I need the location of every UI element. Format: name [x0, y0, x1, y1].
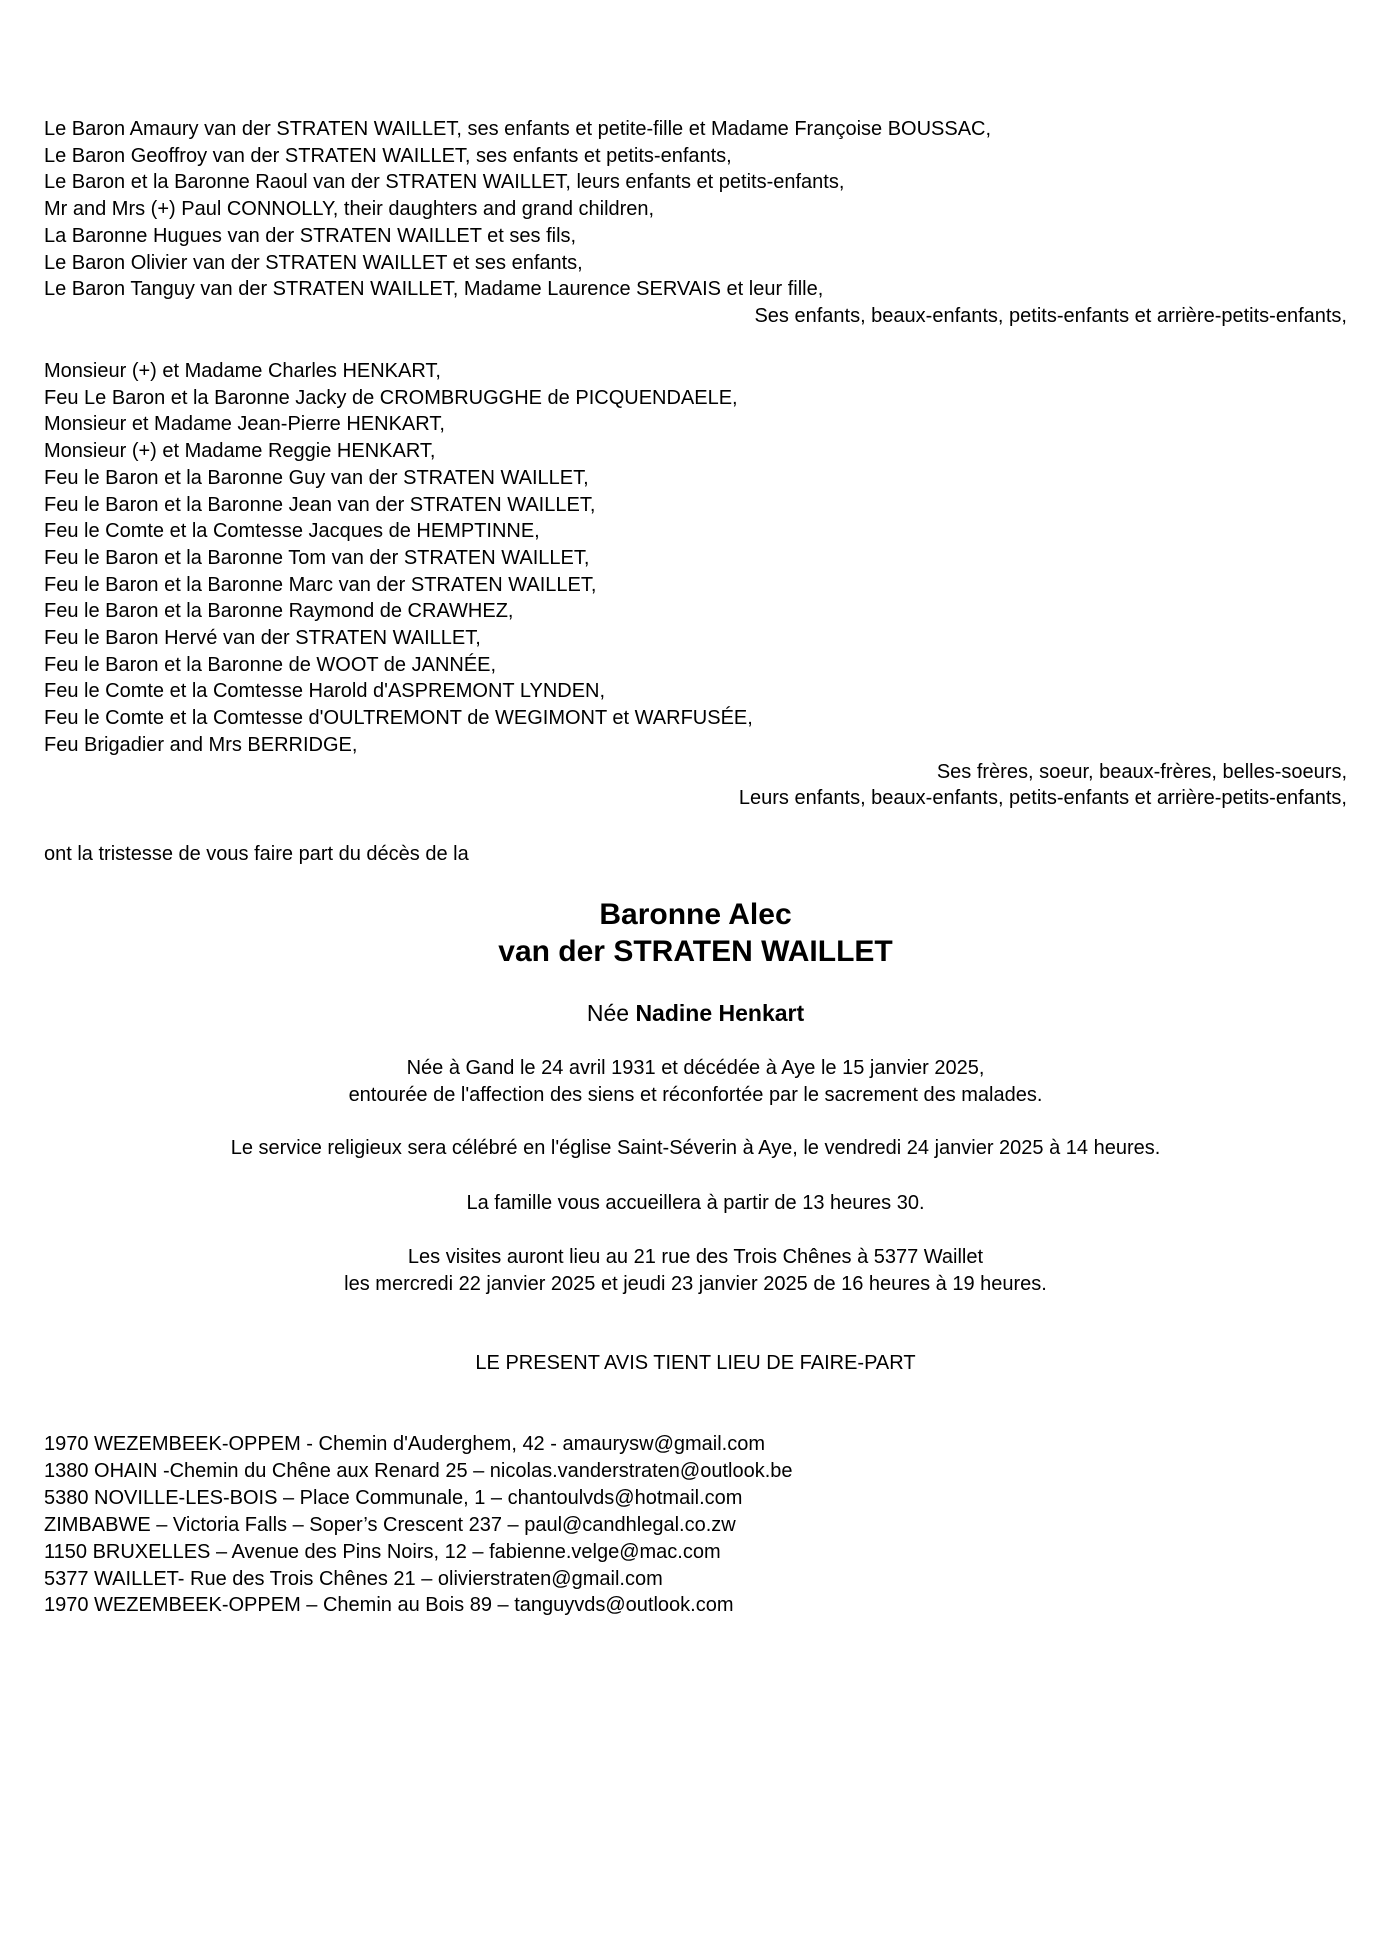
notice: LE PRESENT AVIS TIENT LIEU DE FAIRE-PART: [475, 1352, 916, 1374]
family-line: Monsieur et Madame Jean-Pierre HENKART,: [44, 413, 445, 436]
family-block-1: [44, 116, 1347, 330]
address-item: 1970 WEZEMBEEK-OPPEM – Chemin au Bois 89 – tanguyvds@outlook.com: [44, 1594, 734, 1617]
family-line: Le Baron Amaury van der STRATEN WAILLET, ses enfants et petite-fille et Madame Françoise BOUSSAC,: [44, 118, 992, 140]
visits-line: les mercredi 22 janvier 2025 et jeudi 23 janvier 2025 de 16 heures à 19 heures.: [344, 1272, 1047, 1295]
family-line: La Baronne Hugues van der STRATEN WAILLET et ses fils,: [44, 224, 577, 247]
address-item: ZIMBABWE – Victoria Falls – Soper’s Crescent 237 – paul@candhlegal.co.zw: [44, 1513, 736, 1536]
family-line: Feu le Baron et la Baronne Tom van der STRATEN WAILLET,: [44, 546, 590, 569]
birth-death: Née à Gand le 24 avril 1931 et décédée à Aye le 15 janvier 2025,: [406, 1057, 985, 1079]
family-line: Monsieur (+) et Madame Reggie HENKART,: [44, 440, 436, 463]
family-line: Feu le Comte et la Comtesse d'OULTREMONT de WEGIMONT et WARFUSÉE,: [44, 707, 753, 730]
family-line: Feu le Baron et la Baronne Marc van der STRATEN WAILLET,: [44, 573, 597, 596]
service: Le service religieux sera célébré en l'église Saint-Séverin à Aye, le vendredi 24 janvier 2025 à 14 heures.: [230, 1137, 1161, 1159]
title-line-1: Baronne Alec: [599, 898, 792, 931]
family-line: Feu le Baron et la Baronne Jean van der STRATEN WAILLET,: [44, 493, 596, 516]
title-line-2: van der STRATEN WAILLET: [498, 935, 893, 968]
birth-death-paragraph: [44, 1055, 1347, 1108]
family-line: Le Baron Tanguy van der STRATEN WAILLET, Madame Laurence SERVAIS et leur fille,: [44, 278, 824, 301]
visits-paragraph: [44, 1244, 1347, 1297]
family-line: Feu le Comte et la Comtesse Jacques de HEMPTINNE,: [44, 520, 540, 543]
address-list: [44, 1431, 1347, 1619]
family-block-2: [44, 358, 1347, 812]
family-line: Le Baron et la Baronne Raoul van der STRATEN WAILLET, leurs enfants et petits-enfants,: [44, 171, 845, 194]
address-item: 1970 WEZEMBEEK-OPPEM - Chemin d'Auderghem, 42 - amaurysw@gmail.com: [44, 1433, 766, 1455]
visits-line: Les visites auront lieu au 21 rue des Trois Chênes à 5377 Waillet: [407, 1246, 984, 1268]
address-item: 5377 WAILLET- Rue des Trois Chênes 21 – olivierstraten@gmail.com: [44, 1567, 663, 1590]
family-summary: Leurs enfants, beaux-enfants, petits-enfants et arrière-petits-enfants,: [738, 787, 1347, 810]
address-item: 5380 NOVILLE-LES-BOIS – Place Communale, 1 – chantoulvds@hotmail.com: [44, 1486, 743, 1509]
address-item: 1150 BRUXELLES – Avenue des Pins Noirs, 12 – fabienne.velge@mac.com: [44, 1540, 721, 1563]
family-line: Feu Brigadier and Mrs BERRIDGE,: [44, 733, 358, 756]
family-line: Feu le Baron et la Baronne de WOOT de JANNÉE,: [44, 653, 497, 676]
family-line: Monsieur (+) et Madame Charles HENKART,: [44, 360, 441, 382]
family-line: Feu le Comte et la Comtesse Harold d'ASPREMONT LYNDEN,: [44, 680, 606, 703]
maiden-name: Nadine Henkart: [635, 1000, 805, 1026]
maiden-name-line: [44, 1000, 1347, 1026]
family-summary: Ses enfants, beaux-enfants, petits-enfants et arrière-petits-enfants,: [754, 304, 1347, 327]
sacrament: entourée de l'affection des siens et réconfortée par le sacrement des malades.: [348, 1083, 1043, 1106]
family-line: Le Baron Olivier van der STRATEN WAILLET et ses enfants,: [44, 251, 583, 274]
family-line: Le Baron Geoffroy van der STRATEN WAILLET, ses enfants et petits-enfants,: [44, 144, 732, 167]
family-line: Feu Le Baron et la Baronne Jacky de CROMBRUGGHE de PICQUENDAELE,: [44, 386, 738, 409]
reception: La famille vous accueillera à partir de 13 heures 30.: [466, 1192, 925, 1214]
family-line: Feu le Baron et la Baronne Guy van der STRATEN WAILLET,: [44, 466, 589, 489]
nee-prefix: Née: [586, 1000, 630, 1026]
family-line: Mr and Mrs (+) Paul CONNOLLY, their daughters and grand children,: [44, 198, 655, 221]
family-line: Feu le Baron Hervé van der STRATEN WAILLET,: [44, 627, 481, 650]
address-item: 1380 OHAIN -Chemin du Chêne aux Renard 25 – nicolas.vanderstraten@outlook.be: [44, 1459, 793, 1482]
family-line: Feu le Baron et la Baronne Raymond de CRAWHEZ,: [44, 600, 514, 623]
announcement: ont la tristesse de vous faire part du décès de la: [44, 843, 469, 865]
family-summary: Ses frères, soeur, beaux-frères, belles-soeurs,: [936, 760, 1347, 783]
deceased-title: [44, 896, 1347, 970]
